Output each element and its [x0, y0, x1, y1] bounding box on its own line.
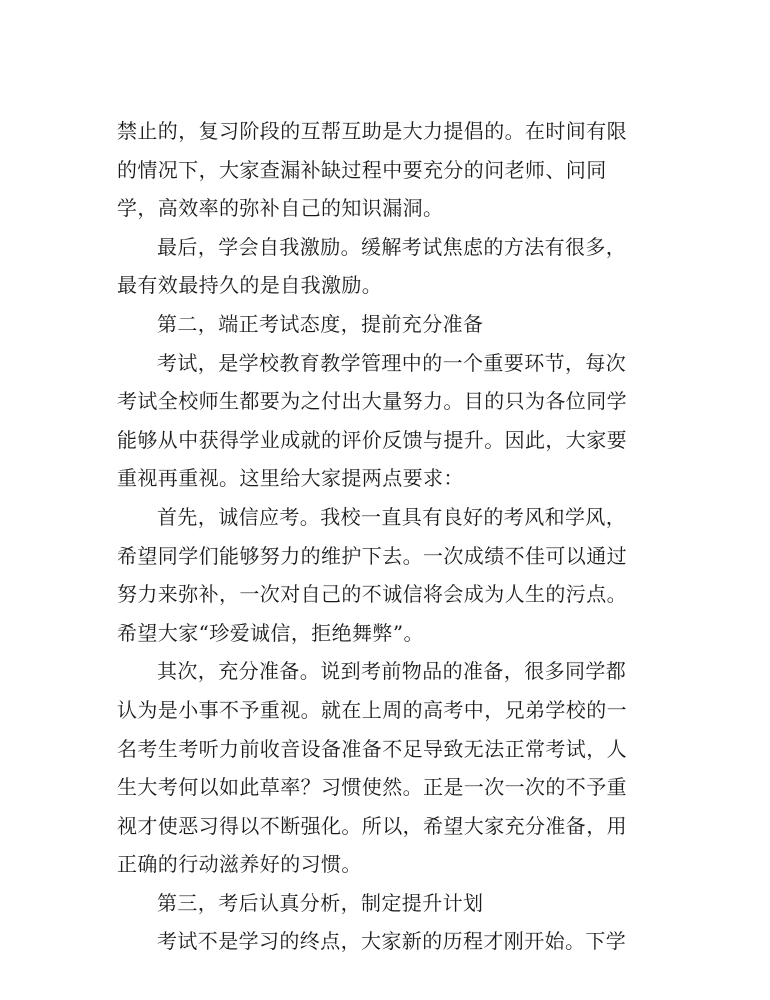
text-line: 最有效最持久的是自我激励。	[117, 273, 383, 298]
text-line: 希望同学们能够努力的维护下去。一次成绩不佳可以通过	[117, 543, 627, 568]
text-line: 禁止的，复习阶段的互帮互助是大力提倡的。在时间有限	[117, 119, 627, 143]
body-text	[117, 112, 637, 961]
text-line: 努力来弥补，一次对自己的不诚信将会成为人生的污点。	[117, 582, 627, 607]
text-line: 考试不是学习的终点，大家新的历程才刚开始。下学	[157, 929, 627, 954]
text-line: 考试全校师生都要为之付出大量努力。目的只为各位同学	[117, 389, 627, 414]
text-line: 视才使恶习得以不断强化。所以，希望大家充分准备，用	[117, 813, 627, 838]
text-line: 认为是小事不予重视。就在上周的高考中，兄弟学校的一	[117, 697, 627, 722]
section-heading: 第二，端正考试态度，提前充分准备	[157, 311, 484, 336]
text-line: 正确的行动滋养好的习惯。	[117, 852, 362, 877]
text-line: 生大考何以如此草率？习惯使然。正是一次一次的不予重	[117, 775, 627, 800]
text-line: 能够从中获得学业成就的评价反馈与提升。因此，大家要	[117, 427, 627, 452]
text-line: 考试，是学校教育教学管理中的一个重要环节，每次	[157, 350, 627, 375]
section-heading: 第三，考后认真分析，制定提升计划	[157, 890, 484, 915]
text-line: 其次，充分准备。说到考前物品的准备，很多同学都	[157, 659, 627, 684]
text-line: 首先，诚信应考。我校一直具有良好的考风和学风，	[157, 504, 627, 529]
text-line: 学，高效率的弥补自己的知识漏洞。	[117, 196, 444, 221]
text-line: 希望大家“珍爱诚信，拒绝舞弊”。	[117, 620, 424, 645]
text-line: 名考生考听力前收音设备准备不足导致无法正常考试，人	[117, 736, 627, 761]
text-line: 重视再重视。这里给大家提两点要求：	[117, 466, 464, 491]
text-line: 最后，学会自我激励。缓解考试焦虑的方法有很多，	[157, 234, 627, 259]
text-line: 的情况下，大家查漏补缺过程中要充分的问老师、问同	[117, 157, 607, 182]
